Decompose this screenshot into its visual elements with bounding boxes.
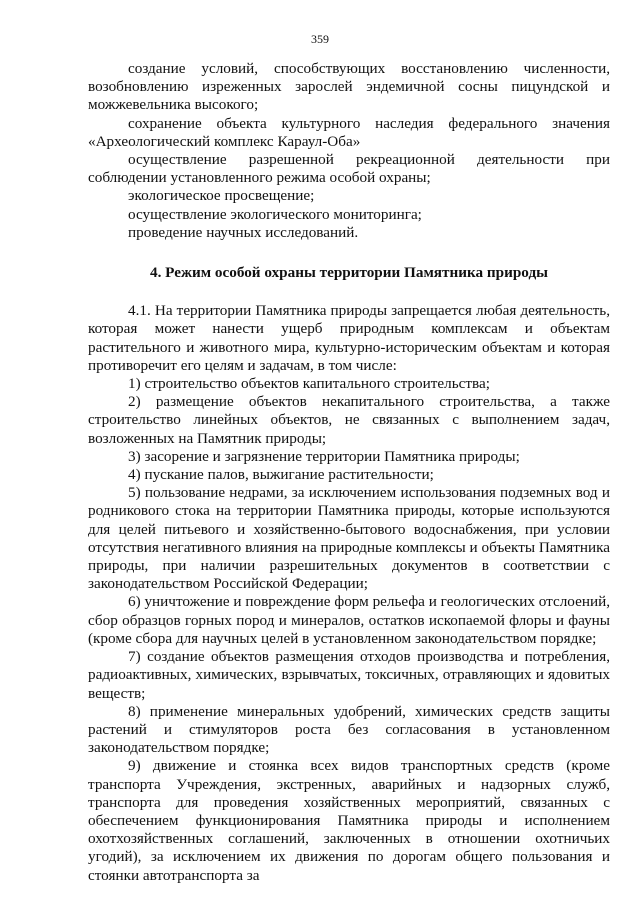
list-item-6: 6) уничтожение и повреждение форм рельефа и геологических отслоений, сбор образцов горных пород и минералов, остатков ископаемой флоры и фауны (кроме сбора для научных целей в установленном законодательством порядке; [88, 593, 610, 647]
list-item-1: 1) строительство объектов капитального строительства; [128, 375, 490, 393]
page-number: 359 [311, 32, 329, 46]
intro-item-4: экологическое просвещение; [128, 187, 315, 205]
list-item-5: 5) пользование недрами, за исключением использования подземных вод и родникового стока на территории Памятника природы, которые используются для целей питьевого и хозяйственно-бытового водоснабжения, при условии отсутствия негативного влияния на природные комплексы и объекты Памятника природы, при наличии разрешительных документов в соответствии с законодательством Российской Федерации; [88, 484, 610, 593]
intro-item-3: осуществление разрешенной рекреационной деятельности при соблюдении установленного режима особой охраны; [88, 151, 610, 187]
list-item-8: 8) применение минеральных удобрений, химических средств защиты растений и стимуляторов роста без согласования в установленном законодательством порядке; [88, 702, 610, 757]
intro-item-6: проведение научных исследований. [128, 223, 359, 241]
section-paragraph-4-1: 4.1. На территории Памятника природы запрещается любая деятельность, которая может нанести ущерб природным комплексам и объектам растительного и животного мира, культурно-историческим объектам и которая противоречит его целям и задачам, в том числе: [88, 302, 610, 374]
list-item-7: 7) создание объектов размещения отходов производства и потребления, радиоактивных, химических, взрывчатых, токсичных, отравляющих и ядовитых веществ; [88, 648, 610, 702]
list-item-2: 2) размещение объектов некапитального строительства, а также строительство линейных объектов, не связанных с выполнением задач, возложенных на Памятник природы; [88, 393, 610, 447]
list-item-4: 4) пускание палов, выжигание растительности; [128, 466, 434, 484]
list-item-3: 3) засорение и загрязнение территории Памятника природы; [128, 447, 520, 465]
intro-item-5: осуществление экологического мониторинга; [128, 205, 422, 223]
section-title: 4. Режим особой охраны территории Памятника природы [149, 264, 548, 282]
document-body [88, 60, 610, 885]
intro-item-1: создание условий, способствующих восстановлению численности, возобновлению изреженных зарослей эндемичной сосны пицундской и можжевельника высокого; [88, 60, 610, 114]
intro-item-2: сохранение объекта культурного наследия федерального значения «Археологический комплекс Караул-Оба» [88, 114, 610, 150]
list-item-9: 9) движение и стоянка всех видов транспортных средств (кроме транспорта Учреждения, экстренных, аварийных и надзорных служб, транспорта для проведения хозяйственных мероприятий, связанных с обеспечением функционирования Памятника природы и исполнением охотхозяйственных соглашений, заключенных в отношении охотничьих угодий), за исключением их движения по дорогам общего пользования и стоянки автотранспорта за [88, 757, 610, 884]
